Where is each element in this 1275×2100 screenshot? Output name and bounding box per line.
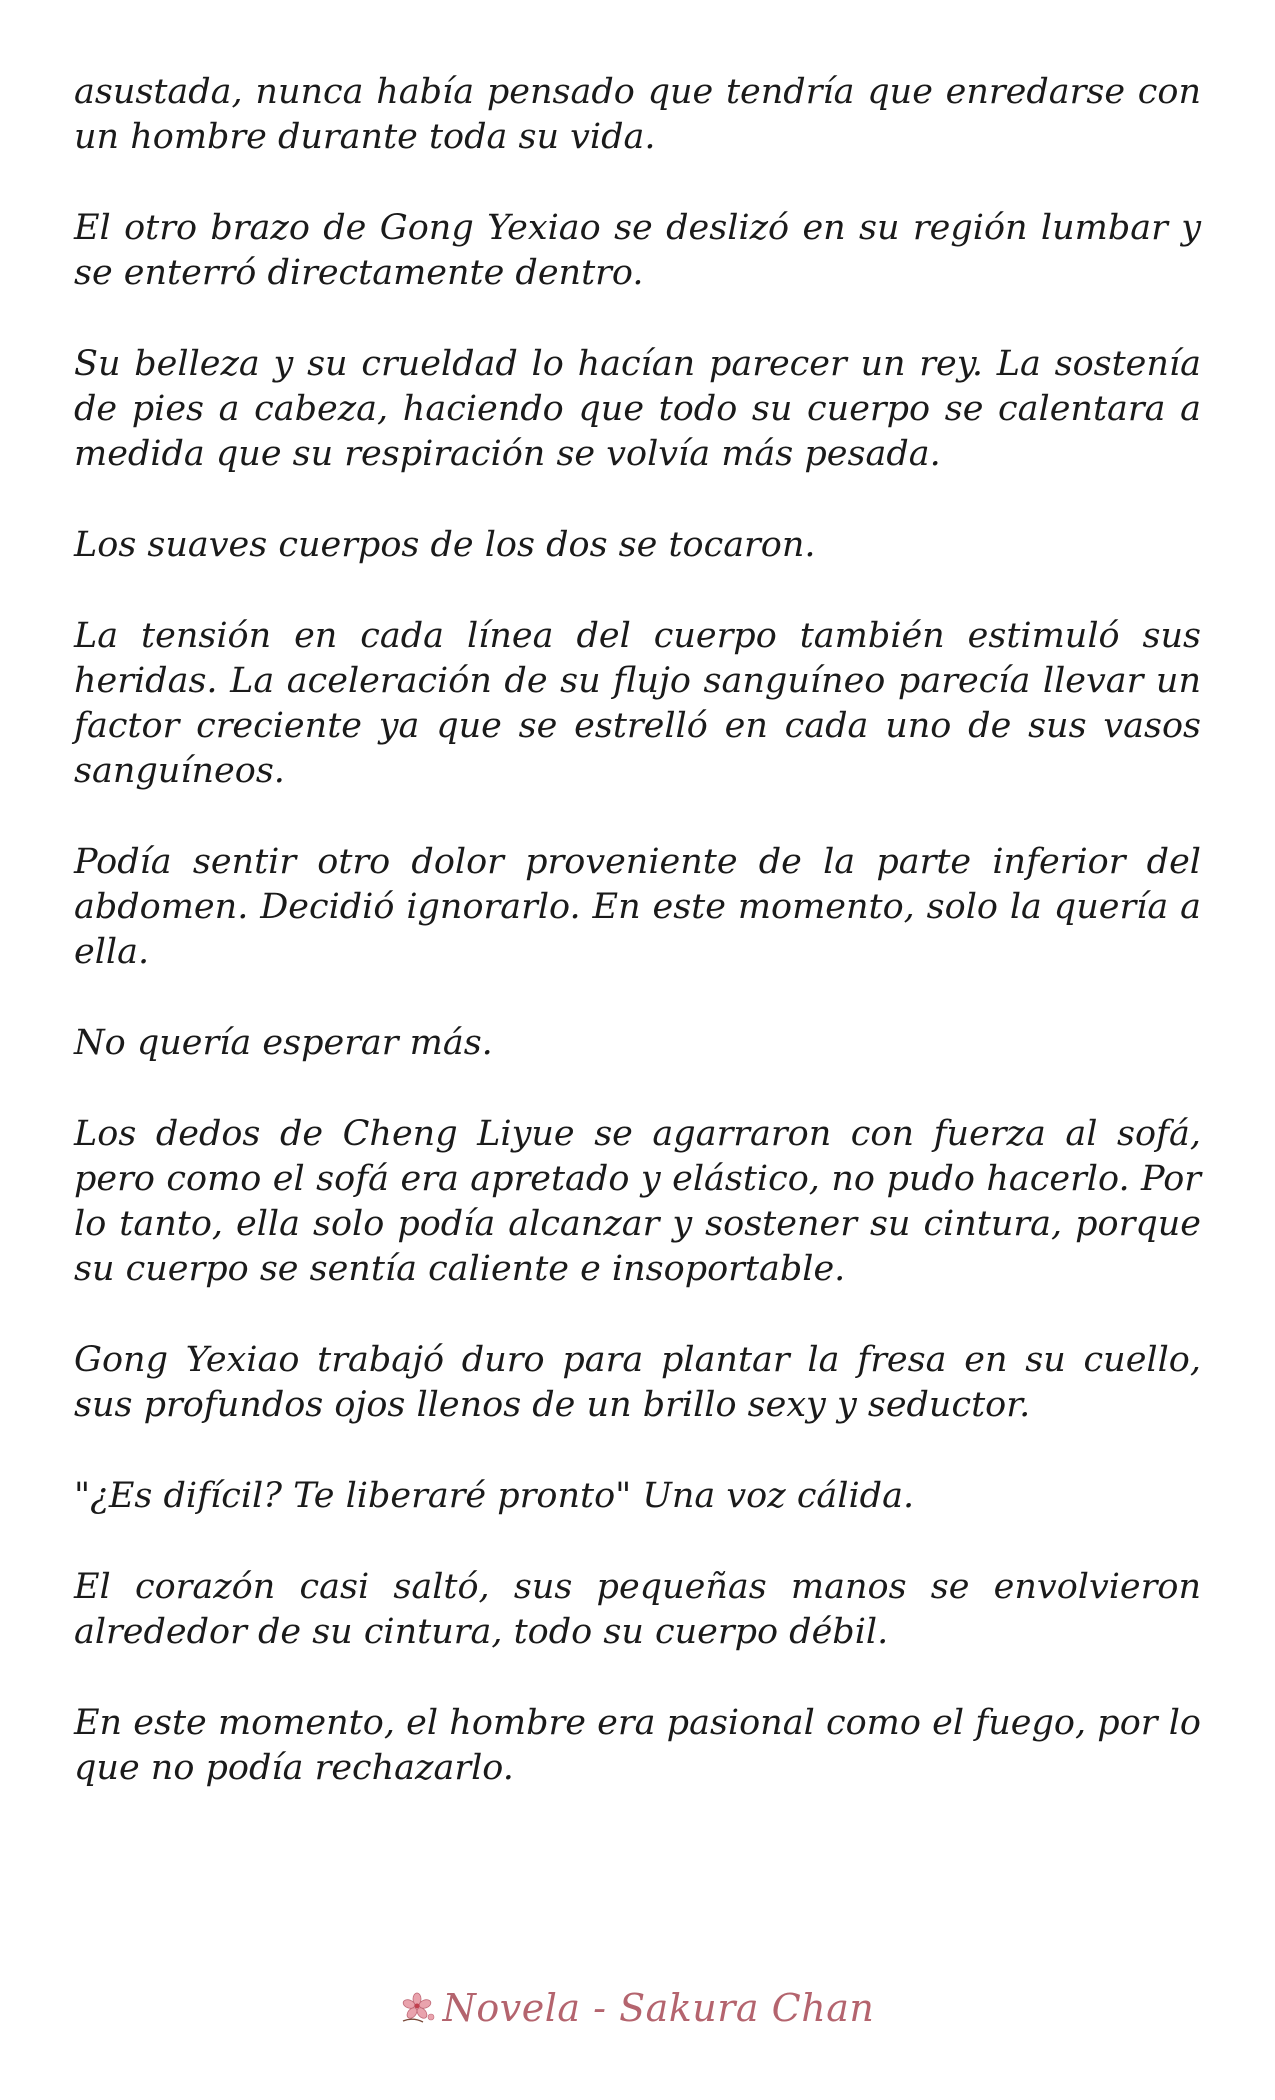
footer-label: Novela - Sakura Chan	[442, 1986, 875, 2030]
chapter-text	[74, 70, 1201, 1837]
paragraph-2: El otro brazo de Gong Yexiao se deslizó en su región lumbar y se enterró directamente dentro.	[74, 208, 1201, 293]
paragraph-9: Gong Yexiao trabajó duro para plantar la fresa en su cuello, sus profundos ojos llenos de un brillo sexy y seductor.	[74, 1340, 1201, 1425]
paragraph-10: "¿Es difícil? Te liberaré pronto" Una voz cálida.	[74, 1476, 915, 1516]
paragraph-12: En este momento, el hombre era pasional como el fuego, por lo que no podía rechazarlo.	[74, 1703, 1201, 1788]
paragraph-7: No quería esperar más.	[74, 1023, 493, 1063]
paragraph-3: Su belleza y su crueldad lo hacían parecer un rey. La sostenía de pies a cabeza, haciendo que todo su cuerpo se calentara a medida que su respiración se volvía más pesada.	[74, 344, 1201, 474]
footer-watermark	[0, 1978, 1275, 2038]
paragraph-5: La tensión en cada línea del cuerpo también estimuló sus heridas. La aceleración de su flujo sanguíneo parecía llevar un factor creciente ya que se estrelló en cada uno de sus vasos sanguíneos.	[74, 616, 1201, 791]
paragraph-8: Los dedos de Cheng Liyue se agarraron con fuerza al sofá, pero como el sofá era apretado y elástico, no pudo hacerlo. Por lo tanto, ella solo podía alcanzar y sostener su cintura, porque su cuerpo se sentía caliente e insoportable.	[74, 1114, 1201, 1289]
paragraph-6: Podía sentir otro dolor proveniente de la parte inferior del abdomen. Decidió ignorarlo. En este momento, solo la quería a ella.	[74, 842, 1201, 972]
sakura-flower-icon	[401, 1991, 439, 2025]
paragraph-11: El corazón casi saltó, sus pequeñas manos se envolvieron alrededor de su cintura, todo su cuerpo débil.	[74, 1567, 1201, 1652]
paragraph-4: Los suaves cuerpos de los dos se tocaron.	[74, 525, 816, 565]
paragraph-1: asustada, nunca había pensado que tendría que enredarse con un hombre durante toda su vida.	[74, 72, 1201, 157]
